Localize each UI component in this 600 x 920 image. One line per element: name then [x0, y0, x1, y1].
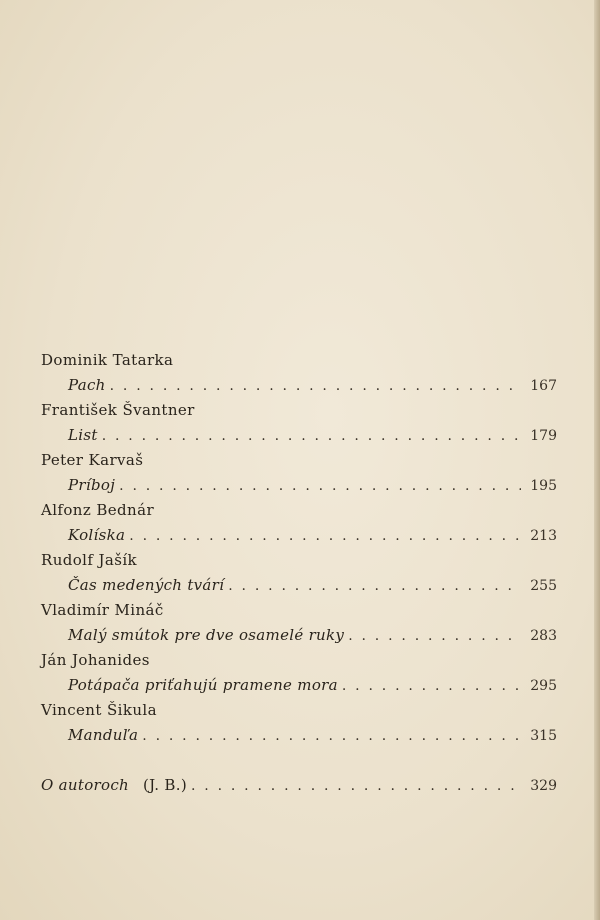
toc-page-number: 255: [530, 578, 557, 594]
toc-work-title: Pach: [68, 376, 106, 394]
toc-entry[interactable]: [41, 523, 557, 548]
toc-appendix-title: O autoroch: [41, 776, 129, 794]
toc-page-number: 179: [530, 428, 557, 444]
toc-entry[interactable]: [41, 473, 557, 498]
toc-group: [41, 548, 557, 598]
toc-work-title: Malý smútok pre dve osamelé ruky: [68, 626, 345, 644]
table-of-contents: [41, 348, 557, 798]
toc-group: [41, 348, 557, 398]
dot-leader: [102, 424, 521, 449]
toc-work-title: List: [68, 426, 98, 444]
dot-leader: [348, 624, 521, 649]
toc-group: [41, 398, 557, 448]
toc-group: [41, 598, 557, 648]
toc-appendix-entry[interactable]: [41, 773, 557, 798]
toc-work-title: Manduľa: [68, 726, 139, 744]
toc-author: Ján Johanides: [41, 651, 150, 669]
toc-spacer: [41, 748, 557, 773]
toc-page-number: 195: [530, 478, 557, 494]
toc-entry[interactable]: [41, 573, 557, 598]
toc-author: Rudolf Jašík: [41, 551, 138, 569]
toc-appendix-note: (J. B.): [143, 776, 187, 794]
toc-page-number: 167: [530, 378, 557, 394]
toc-page-number: 329: [530, 778, 557, 794]
page-edge: [594, 0, 600, 920]
toc-page-number: 213: [530, 528, 557, 544]
toc-entry[interactable]: [41, 673, 557, 698]
dot-leader: [191, 774, 521, 799]
dot-leader: [228, 574, 521, 599]
toc-author: Alfonz Bednár: [41, 501, 155, 519]
toc-entry[interactable]: [41, 373, 557, 398]
toc-page-number: 315: [530, 728, 557, 744]
toc-group: [41, 698, 557, 748]
dot-leader: [129, 524, 521, 549]
toc-group: [41, 448, 557, 498]
toc-author: Dominik Tatarka: [41, 351, 174, 369]
toc-author: František Švantner: [41, 401, 195, 419]
toc-work-title: Príboj: [68, 476, 116, 494]
toc-entry[interactable]: [41, 723, 557, 748]
toc-page-number: 283: [530, 628, 557, 644]
toc-group: [41, 648, 557, 698]
toc-author: Vladimír Mináč: [41, 601, 164, 619]
toc-group: [41, 498, 557, 548]
toc-work-title: Čas medených tvárí: [68, 576, 225, 594]
dot-leader: [110, 374, 521, 399]
toc-page-number: 295: [530, 678, 557, 694]
dot-leader: [342, 674, 521, 699]
toc-author: Peter Karvaš: [41, 451, 144, 469]
toc-entry[interactable]: [41, 623, 557, 648]
toc-work-title: Kolíska: [68, 526, 126, 544]
toc-author: Vincent Šikula: [41, 701, 157, 719]
toc-entry[interactable]: [41, 423, 557, 448]
toc-work-title: Potápača priťahujú pramene mora: [68, 676, 338, 694]
dot-leader: [142, 724, 521, 749]
dot-leader: [119, 474, 521, 499]
